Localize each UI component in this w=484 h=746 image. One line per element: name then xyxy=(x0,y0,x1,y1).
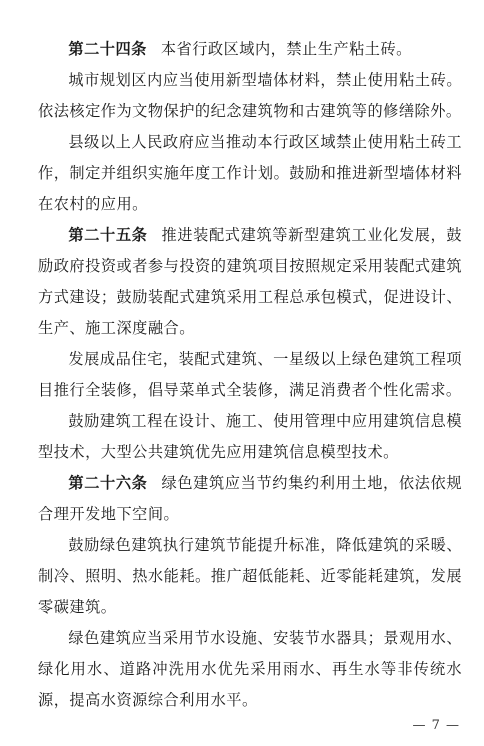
page-number: — 7 — xyxy=(412,718,460,733)
paragraph xyxy=(38,406,462,468)
paragraph-text: 鼓励建筑工程在设计、施工、使用管理中应用建筑信息模型技术，大型公共建筑优先应用建筑信息模型技术。 xyxy=(38,412,462,461)
paragraph-article-26 xyxy=(38,468,462,530)
paragraph-text: 县级以上人民政府应当推动本行政区域禁止使用粘土砖工作，制定并组织实施年度工作计划。鼓励和推进新型墙体材料在农村的应用。 xyxy=(38,133,462,213)
paragraph-text: 发展成品住宅，装配式建筑、一星级以上绿色建筑工程项目推行全装修，倡导菜单式全装修，满足消费者个性化需求。 xyxy=(38,350,462,399)
article-heading: 第二十五条 xyxy=(68,226,148,244)
paragraph-text: 推进装配式建筑等新型建筑工业化发展，鼓励政府投资或者参与投资的建筑项目按照规定采用装配式建筑方式建设；鼓励装配式建筑采用工程总承包模式，促进设计、生产、施工深度融合。 xyxy=(38,226,463,337)
paragraph xyxy=(38,127,462,220)
paragraph xyxy=(38,344,462,406)
paragraph-text: 城市规划区内应当使用新型墙体材料，禁止使用粘土砖。依法核定作为文物保护的纪念建筑物和古建筑等的修缮除外。 xyxy=(38,71,462,120)
paragraph-text: 鼓励绿色建筑执行建筑节能提升标准，降低建筑的采暖、制冷、照明、热水能耗。推广超低能耗、近零能耗建筑，发展零碳建筑。 xyxy=(38,536,462,616)
paragraph-text: 绿色建筑应当节约集约利用土地，依法依规合理开发地下空间。 xyxy=(38,474,463,523)
paragraph xyxy=(38,623,462,716)
paragraph xyxy=(38,530,462,623)
paragraph-text: 绿色建筑应当采用节水设施、安装节水器具；景观用水、绿化用水、道路冲洗用水优先采用雨水、再生水等非传统水源，提高水资源综合利用水平。 xyxy=(38,629,462,709)
paragraph-article-24 xyxy=(38,34,462,65)
article-heading: 第二十六条 xyxy=(68,474,148,492)
paragraph xyxy=(38,65,462,127)
article-heading: 第二十四条 xyxy=(68,40,147,58)
paragraph-article-25 xyxy=(38,220,462,344)
document-body xyxy=(38,34,462,716)
paragraph-text: 本省行政区域内，禁止生产粘土砖。 xyxy=(160,40,412,58)
